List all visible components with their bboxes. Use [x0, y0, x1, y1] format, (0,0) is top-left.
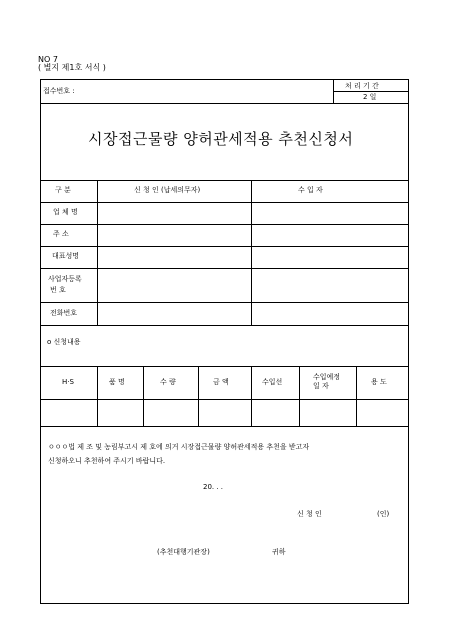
row-label-business-registration: 사업자등록 — [48, 275, 82, 283]
column-header-import-source: 수입선 — [262, 378, 283, 386]
divider — [97, 180, 98, 325]
statement-line-2: 신청하오니 추천하여 주시기 바랍니다. — [48, 457, 166, 465]
divider — [40, 302, 409, 303]
application-form — [40, 79, 409, 604]
divider — [40, 180, 409, 181]
divider — [333, 91, 409, 92]
form-title: 시장접근물량 양허관세적용 추천신청서 — [88, 130, 354, 148]
form-type-label: ( 별지 제1호 서식 ) — [38, 63, 106, 72]
divider — [356, 366, 357, 426]
processing-period-value: 2 일 — [363, 93, 377, 101]
recipient-honorific: 귀하 — [272, 548, 286, 556]
divider — [251, 366, 252, 426]
divider — [198, 366, 199, 426]
date-line: 20. . . — [203, 483, 224, 491]
row-label-company-name: 업 체 명 — [53, 208, 78, 216]
column-header-expected-import: 수입예정 — [313, 373, 341, 381]
processing-period-label: 처 리 기 간 — [345, 82, 379, 90]
column-header-hs: H·S — [62, 378, 74, 386]
divider — [40, 366, 409, 367]
row-label-address: 주 소 — [53, 230, 69, 238]
column-header-importer: 수 입 자 — [298, 186, 323, 194]
column-header-category: 구 분 — [55, 186, 71, 194]
recipient-label: (추천대행기관장) — [157, 548, 210, 556]
column-header-amount: 금 액 — [213, 378, 229, 386]
column-header-item-name: 품 명 — [109, 378, 125, 386]
section-label-application-contents: o 신청내용 — [47, 338, 81, 346]
receipt-number-label: 접수번호 : — [43, 87, 75, 95]
divider — [40, 399, 409, 400]
column-header-date: 일 자 — [313, 382, 329, 390]
row-label-number: 번 호 — [50, 286, 66, 294]
row-label-representative: 대표성명 — [52, 252, 80, 260]
divider — [40, 224, 409, 225]
divider — [40, 426, 409, 427]
divider — [40, 325, 409, 326]
column-header-purpose: 용 도 — [371, 378, 387, 386]
divider — [299, 366, 300, 426]
divider — [40, 202, 409, 203]
divider — [40, 268, 409, 269]
applicant-signature-label: 신 청 인 — [297, 510, 322, 518]
seal-label: (인) — [377, 510, 390, 518]
divider — [251, 180, 252, 325]
divider — [97, 366, 98, 426]
divider — [40, 103, 409, 104]
column-header-quantity: 수 량 — [160, 378, 176, 386]
divider — [40, 246, 409, 247]
form-number: NO 7 — [38, 55, 58, 64]
row-label-phone: 전화번호 — [50, 309, 78, 317]
statement-line-1: ㅇㅇㅇ법 제 조 및 농림부고시 제 호에 의거 시장접근물량 양허관세적용 추천을 받고자 — [48, 443, 310, 451]
column-header-applicant: 신 청 인 (납세의무자) — [134, 186, 201, 194]
divider — [143, 366, 144, 426]
